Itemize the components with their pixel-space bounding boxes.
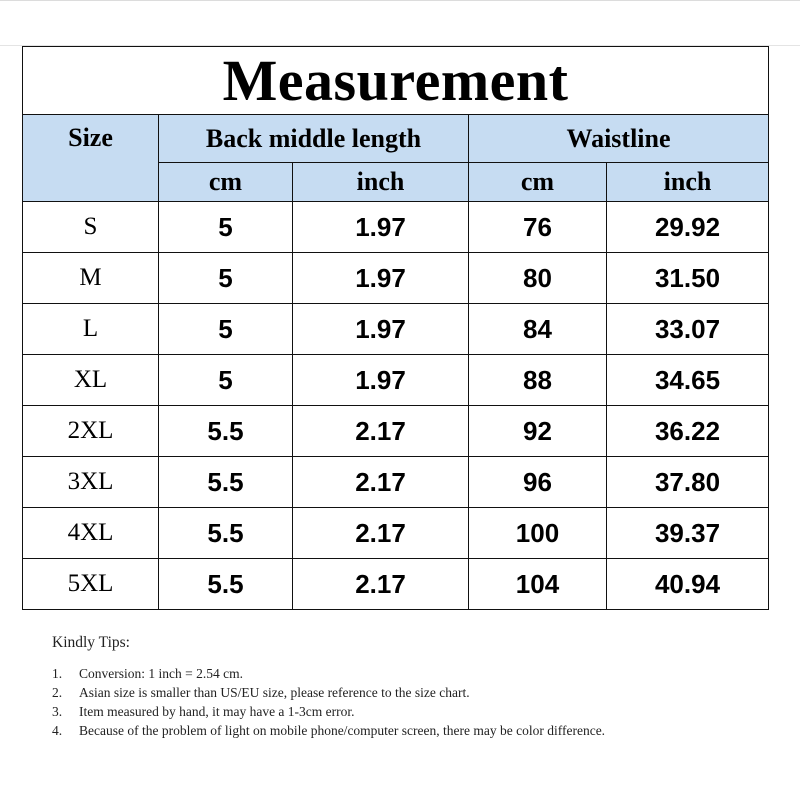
back-cm-cell: 5.5 <box>159 457 293 508</box>
back-cm-cell: 5 <box>159 355 293 406</box>
back-cm-cell: 5 <box>159 304 293 355</box>
table-row <box>23 457 769 508</box>
waistline-header: Waistline <box>469 115 769 163</box>
back-cm-cell: 5 <box>159 253 293 304</box>
back-inch-cell: 2.17 <box>293 508 469 559</box>
size-cell: 2XL <box>23 406 159 457</box>
waist-inch-cell: 39.37 <box>607 508 769 559</box>
tip-text: Because of the problem of light on mobile phone/computer screen, there may be color difference. <box>79 723 606 738</box>
table-title: Measurement <box>23 47 769 115</box>
waist-cm-cell: 88 <box>469 355 607 406</box>
tip-number: 4. <box>52 723 63 738</box>
tip-number: 2. <box>52 685 63 700</box>
table-row <box>23 253 769 304</box>
waist-inch-cell: 29.92 <box>607 202 769 253</box>
unit-header-back-cm: cm <box>159 163 293 202</box>
tip-item <box>52 702 752 721</box>
tip-number: 1. <box>52 666 63 681</box>
tip-item <box>52 664 752 683</box>
size-header: Size <box>23 115 159 202</box>
table-row <box>23 406 769 457</box>
kindly-tips <box>52 634 752 740</box>
back-inch-cell: 1.97 <box>293 253 469 304</box>
back-inch-cell: 1.97 <box>293 304 469 355</box>
waist-cm-cell: 92 <box>469 406 607 457</box>
tips-title: Kindly Tips: <box>52 634 130 651</box>
back-cm-cell: 5.5 <box>159 559 293 610</box>
table-row <box>23 355 769 406</box>
table-row <box>23 559 769 610</box>
waist-cm-cell: 96 <box>469 457 607 508</box>
back-inch-cell: 2.17 <box>293 457 469 508</box>
waist-cm-cell: 84 <box>469 304 607 355</box>
waist-inch-cell: 34.65 <box>607 355 769 406</box>
size-cell: 5XL <box>23 559 159 610</box>
waist-inch-cell: 36.22 <box>607 406 769 457</box>
size-rows <box>23 202 769 610</box>
back-middle-length-header: Back middle length <box>159 115 469 163</box>
waist-inch-cell: 40.94 <box>607 559 769 610</box>
back-inch-cell: 1.97 <box>293 202 469 253</box>
back-cm-cell: 5.5 <box>159 508 293 559</box>
tip-item <box>52 721 752 740</box>
top-divider <box>0 0 800 1</box>
waist-cm-cell: 76 <box>469 202 607 253</box>
waist-cm-cell: 80 <box>469 253 607 304</box>
waist-inch-cell: 31.50 <box>607 253 769 304</box>
tip-text: Item measured by hand, it may have a 1-3cm error. <box>79 704 355 719</box>
tip-text: Asian size is smaller than US/EU size, please reference to the size chart. <box>79 685 470 700</box>
back-inch-cell: 2.17 <box>293 406 469 457</box>
back-cm-cell: 5.5 <box>159 406 293 457</box>
waist-cm-cell: 104 <box>469 559 607 610</box>
waist-cm-cell: 100 <box>469 508 607 559</box>
size-cell: 4XL <box>23 508 159 559</box>
tip-number: 3. <box>52 704 63 719</box>
back-cm-cell: 5 <box>159 202 293 253</box>
tips-list <box>52 664 752 740</box>
back-inch-cell: 2.17 <box>293 559 469 610</box>
size-cell: M <box>23 253 159 304</box>
table-row <box>23 508 769 559</box>
tip-item <box>52 683 752 702</box>
size-cell: L <box>23 304 159 355</box>
table-row <box>23 202 769 253</box>
waist-inch-cell: 37.80 <box>607 457 769 508</box>
size-chart-table <box>22 46 769 610</box>
unit-header-waist-inch: inch <box>607 163 769 202</box>
tip-text: Conversion: 1 inch = 2.54 cm. <box>79 666 243 681</box>
size-cell: S <box>23 202 159 253</box>
unit-header-back-inch: inch <box>293 163 469 202</box>
size-cell: XL <box>23 355 159 406</box>
back-inch-cell: 1.97 <box>293 355 469 406</box>
waist-inch-cell: 33.07 <box>607 304 769 355</box>
unit-header-waist-cm: cm <box>469 163 607 202</box>
table-row <box>23 304 769 355</box>
size-cell: 3XL <box>23 457 159 508</box>
